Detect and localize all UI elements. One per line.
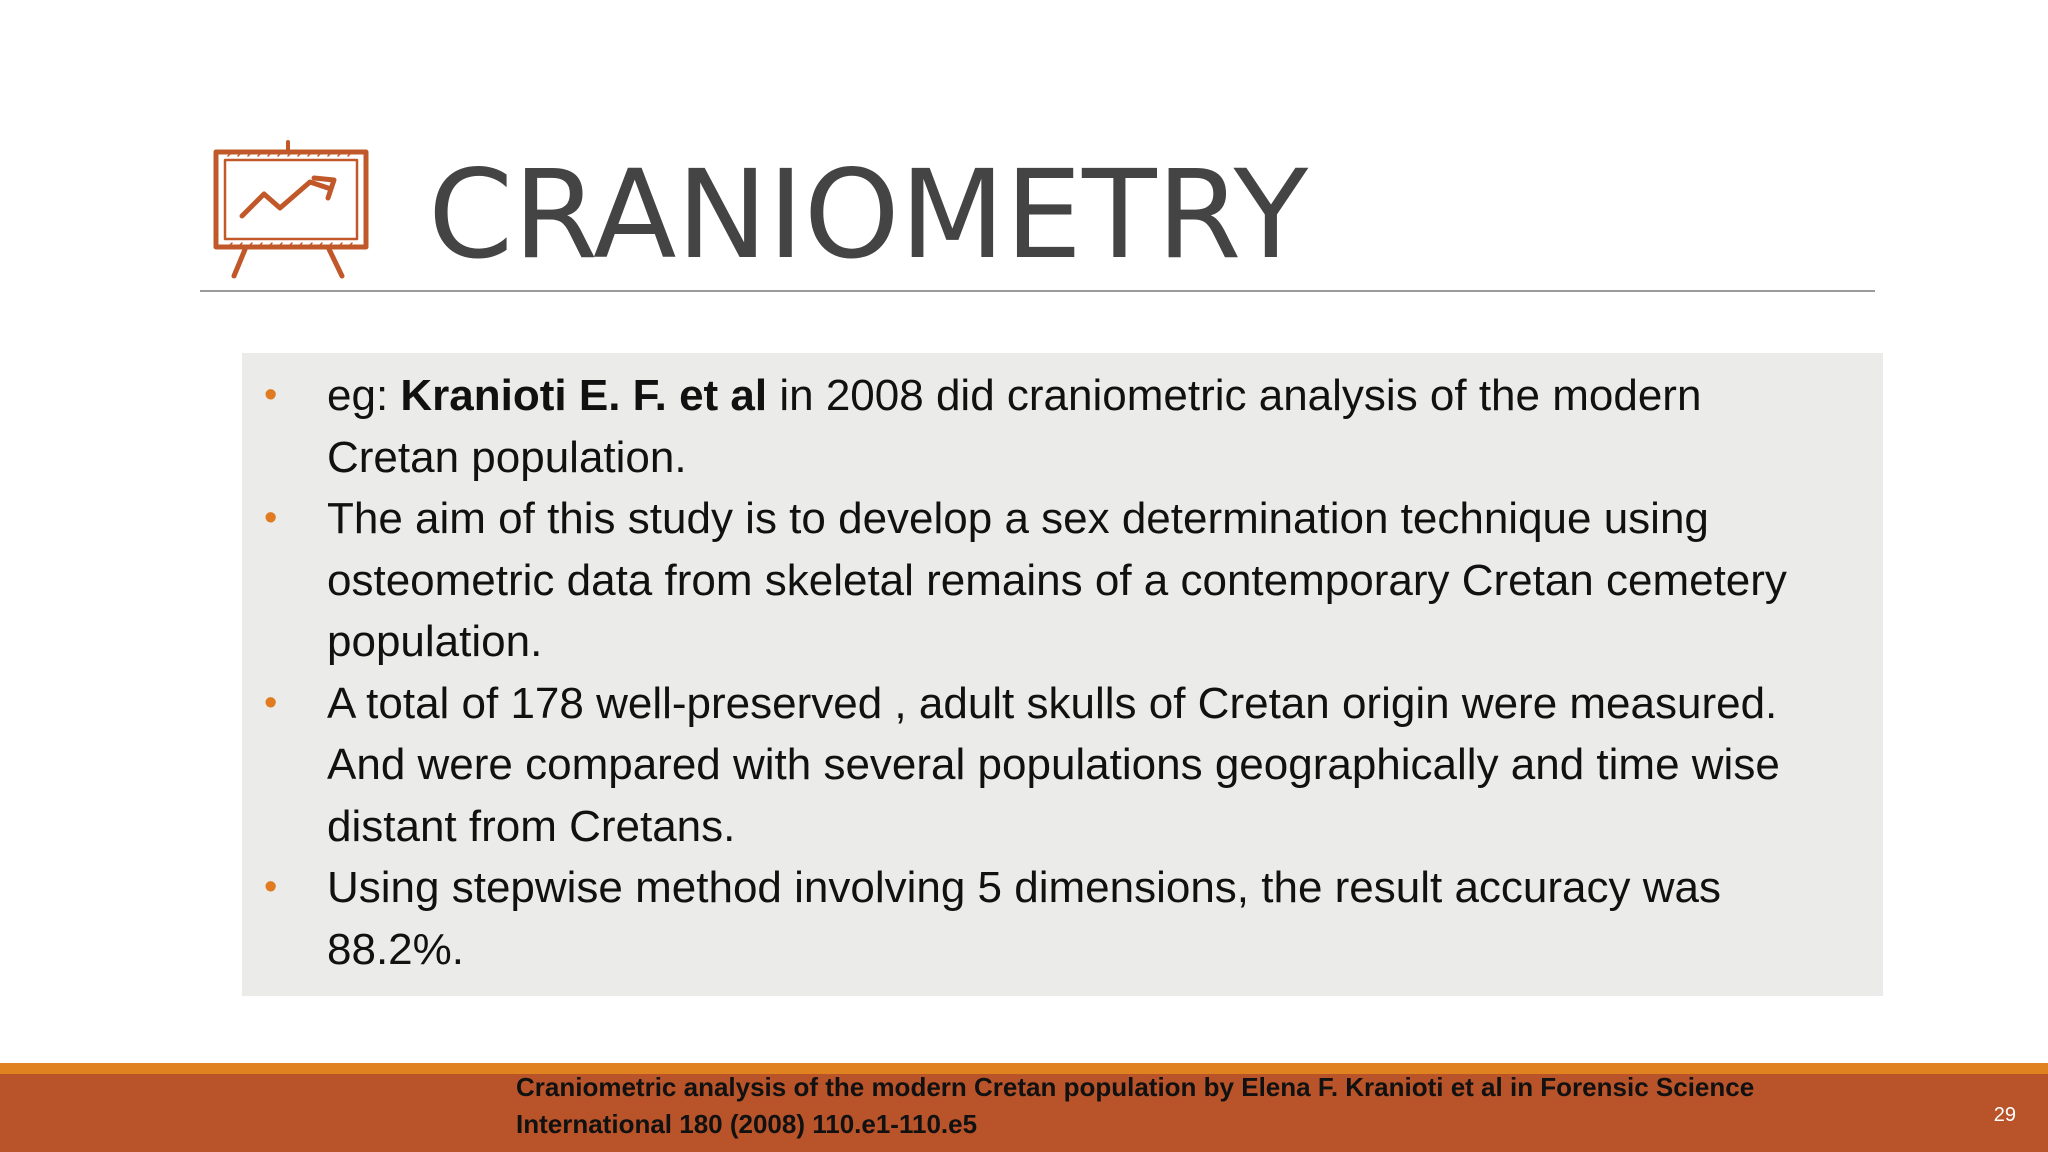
page-number: 29: [1993, 1104, 2016, 1126]
presentation-chart-icon: [206, 136, 376, 284]
bullet-dot-icon: •: [264, 866, 278, 908]
bullet-item-3: [242, 673, 1883, 858]
bullet-dot-icon: •: [264, 374, 278, 416]
citation-reference: [516, 1069, 1816, 1143]
bullet-prefix: eg:: [327, 371, 401, 420]
bullet-list: [242, 365, 1883, 980]
bullet-text: in 2008 did craniometric analysis of the modern Cretan population.: [327, 371, 1702, 482]
content-box: [242, 353, 1883, 996]
citation-line-1: Craniometric analysis of the modern Cretan population by Elena F. Kranioti et al in Forensic Science: [516, 1072, 1755, 1102]
slide-title: CRANIOMETRY: [428, 144, 1309, 286]
title-divider: [200, 290, 1875, 292]
citation-line-2: International 180 (2008) 110.e1-110.e5: [516, 1109, 978, 1139]
bullet-bold-author: Kranioti E. F. et al: [400, 371, 768, 420]
bullet-text: A total of 178 well-preserved , adult skulls of Cretan origin were measured. And were compared with several populations geographically and time wise distant from Cretans.: [327, 678, 1780, 851]
bullet-text: The aim of this study is to develop a sex determination technique using osteometric data from skeletal remains of a contemporary Cretan cemetery population.: [327, 494, 1787, 666]
bullet-text: Using stepwise method involving 5 dimensions, the result accuracy was 88.2%.: [327, 863, 1721, 974]
bullet-item-1: [242, 365, 1883, 488]
bullet-item-2: [242, 488, 1883, 673]
bullet-item-4: [242, 857, 1883, 980]
bullet-dot-icon: •: [264, 681, 278, 724]
bullet-dot-icon: •: [264, 497, 278, 539]
